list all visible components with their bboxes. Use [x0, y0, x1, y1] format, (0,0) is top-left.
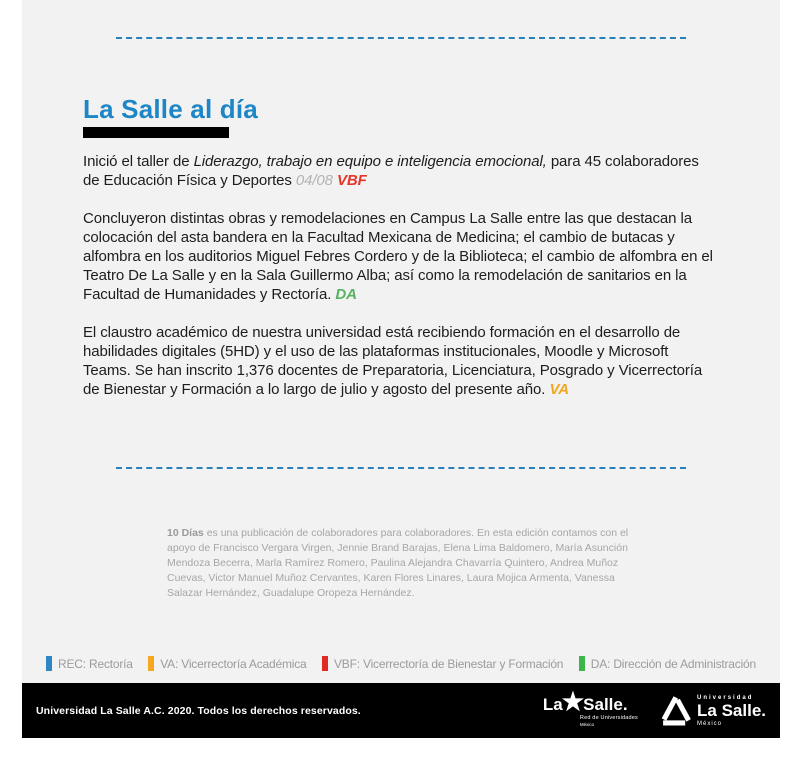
dashed-divider-bottom — [116, 467, 686, 469]
article-italic-title: Liderazgo, trabajo en equipo e inteligencia emocional, — [193, 153, 547, 170]
section-title: La Salle al día — [83, 94, 258, 124]
legend-color-vbf — [322, 656, 328, 671]
article-text: para 45 colaboradores de Educación Física y Deportes — [83, 153, 699, 189]
star-icon: ★ — [561, 688, 585, 717]
title-underline-bar — [83, 127, 229, 138]
lasalle-red-logo — [542, 688, 639, 727]
logo-top-text: Universidad — [697, 694, 754, 701]
legend-label-rec: REC: Rectoría — [58, 656, 133, 671]
article-text: Inició el taller de — [83, 153, 194, 170]
articles-section — [22, 95, 780, 399]
copyright-text: Universidad La Salle A.C. 2020. Todos los derechos reservados. — [36, 704, 361, 717]
tag-vbf: VBF — [336, 172, 367, 189]
article-date: 04/08 — [295, 172, 333, 189]
legend-color-va — [148, 656, 154, 671]
credits-body: es una publicación de colaboradores para colaboradores. En esta edición contamos con el apoyo de Francisco Vergara Virgen, Jennie Brand Barajas, Elena Lima Baldomero, María Asunción Mendoza Becerra, Marla Ramírez Romero, Paulina Alejandra Chavarría Quintero, Andrea Muñoz Cuevas, Victor Manuel Muñoz Cervantes, Karen Flores Linares, Laura Mojica Armenta, Vanessa Salazar Hernández, Guadalupe Oropeza Hernández. — [167, 527, 629, 599]
article-claustro-academico — [83, 323, 719, 399]
legend-item-rec — [46, 656, 133, 671]
lasalle-red-subtitle — [580, 714, 638, 727]
legend-label-da: DA: Dirección de Administración — [590, 656, 756, 671]
article-text: El claustro académico de nuestra universidad está recibiendo formación en el desarrollo de habilidades digitales (5HD) y el uso de las plataformas institucionales, Moodle y Microsoft Teams. Se han inscrito 1,376 docentes de Preparatoria, Licenciatura, Posgrado y Vicerrectoría de Bienestar y Formación a lo largo de julio y agosto del presente año. — [83, 324, 703, 398]
article-text: Concluyeron distintas obras y remodelaciones en Campus La Salle entre las que destacan la colocación del asta bandera en la Facultad Mexicana de Medicina; el cambio de butacas y alfombra en los auditorios Miguel Febres Cordero y de la Biblioteca; el cambio de alfombra en el Teatro De La Salle y en la Sala Guillermo Alba; así como la remodelación de sanitarios en la Facultad de Humanidades y Rectoría. — [83, 210, 713, 303]
universidad-lasalle-wordmark — [697, 695, 766, 727]
publication-name: 10 Días — [167, 527, 204, 539]
legend-item-vbf — [322, 656, 563, 671]
logo-subtitle: Red de Universidades — [579, 714, 639, 721]
dashed-divider-top — [116, 37, 686, 39]
legend-color-da — [579, 656, 585, 671]
logo-country: México — [579, 721, 595, 727]
legend-color-rec — [46, 656, 52, 671]
tag-da: DA — [335, 286, 357, 303]
article-taller-liderazgo — [83, 152, 719, 190]
legend-label-va: VA: Vicerrectoría Académica — [160, 656, 307, 671]
legend-item-va — [148, 656, 306, 671]
logo-name: La Salle. — [697, 700, 766, 720]
logo-country: México — [697, 720, 723, 727]
tag-va: VA — [549, 381, 569, 398]
logo-text: La — [542, 694, 563, 714]
footer-logos — [542, 688, 766, 728]
lasalle-emblem-icon — [658, 694, 692, 728]
legend-item-da — [579, 656, 756, 671]
universidad-lasalle-logo — [658, 694, 766, 728]
legend-label-vbf: VBF: Vicerrectoría de Bienestar y Formación — [334, 656, 564, 671]
lasalle-red-wordmark — [542, 688, 638, 717]
legend — [22, 656, 780, 671]
logo-text: Salle. — [583, 694, 628, 714]
newsletter-page — [22, 0, 780, 683]
credits-text — [167, 526, 651, 601]
footer-bar — [22, 683, 780, 738]
article-obras-remodelaciones — [83, 209, 719, 304]
